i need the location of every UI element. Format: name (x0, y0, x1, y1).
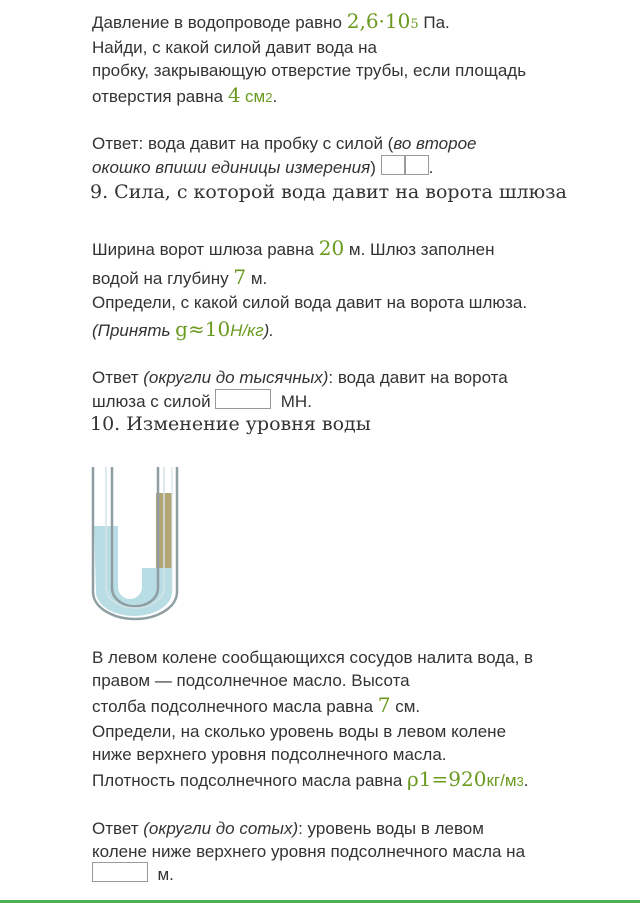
area-exponent: 2 (265, 90, 273, 105)
area-unit: см (245, 87, 266, 106)
text: м. (246, 269, 268, 288)
task9-line2 (92, 266, 267, 290)
text: Ответ (92, 368, 144, 387)
area-value: 4 (227, 83, 241, 107)
task9-heading: 9. Сила, с которой вода давит на ворота шлюза (90, 181, 567, 203)
text: отверстия равна (92, 87, 228, 106)
g-unit: Н/кг (230, 321, 264, 340)
gate-force-input[interactable] (215, 389, 271, 409)
force-value-input[interactable] (381, 155, 405, 175)
task10-answer-line2: колене ниже верхнего уровня подсолнечного масла на (92, 842, 526, 861)
hint-text: окошко впиши единицы измерения (92, 158, 371, 177)
pressure-value: 2,6·10 (346, 9, 411, 33)
text: Давление в водопроводе равно (92, 13, 347, 32)
text: Ответ (92, 819, 144, 838)
text: Ответ: вода давит на пробку с силой ( (92, 134, 394, 153)
task10-line1: В левом колене сообщающихся сосудов налита вода, в (92, 648, 534, 667)
u-tube-illustration (88, 462, 188, 624)
task10-line4: Определи, на сколько уровень воды в левом колене (92, 722, 507, 741)
text: столба подсолнечного масла равна (92, 697, 378, 716)
text: ). (263, 321, 274, 340)
hint-text: (округли до сотых) (143, 819, 299, 838)
task10-line5: ниже верхнего уровня подсолнечного масла. (92, 745, 447, 764)
task8-line2: Найди, с какой силой давит вода на (92, 38, 377, 57)
task8-line3: пробку, закрывающую отверстие трубы, если площадь (92, 61, 527, 80)
g-value: g≈10 (175, 317, 231, 341)
task9-answer-line1 (92, 366, 508, 389)
unit-text: МН. (280, 392, 312, 411)
unit-text: м. (157, 865, 174, 884)
text: Плотность подсолнечного масла равна (92, 771, 408, 790)
text: . (428, 158, 434, 177)
task10-line2: правом — подсолнечное масло. Высота (92, 671, 410, 690)
task10-answer-line1 (92, 817, 484, 840)
depth-value: 7 (233, 265, 247, 289)
text: . (523, 771, 529, 790)
text: : вода давит на ворота (328, 368, 508, 387)
text: шлюза с силой (92, 392, 216, 411)
task8-line4 (92, 84, 277, 109)
force-unit-input[interactable] (405, 155, 429, 175)
text: м. Шлюз заполнен (344, 240, 495, 259)
hint-text: (округли до тысячных) (143, 368, 329, 387)
density-exponent: 3 (516, 774, 524, 789)
width-value: 20 (318, 236, 345, 260)
task10-line6 (92, 768, 528, 793)
task10-answer-line3 (92, 862, 174, 886)
oil-height-value: 7 (377, 693, 391, 717)
task10-line3 (92, 694, 420, 718)
text: Ширина ворот шлюза равна (92, 240, 319, 259)
text: водой на глубину (92, 269, 234, 288)
task8-line1 (92, 10, 450, 36)
text: см. (390, 697, 421, 716)
pressure-exponent: 5 (410, 17, 419, 32)
text: (Принять (92, 321, 176, 340)
task9-line4 (92, 318, 274, 342)
task9-line3: Определи, с какой силой вода давит на ворота шлюза. (92, 293, 528, 312)
text: : уровень воды в левом (298, 819, 484, 838)
level-difference-input[interactable] (92, 862, 148, 882)
task9-line1 (92, 237, 495, 261)
task8-answer-line1 (92, 132, 477, 155)
text: . (272, 87, 278, 106)
task10-heading: 10. Изменение уровня воды (90, 413, 371, 435)
density-value: ρ1=920 (407, 767, 487, 791)
text: Па. (418, 13, 450, 32)
text: ) (370, 158, 376, 177)
task8-answer-line2 (92, 155, 433, 179)
density-unit: кг/м (486, 771, 517, 790)
task9-answer-line2 (92, 389, 312, 413)
hint-text: во второе (393, 134, 477, 153)
